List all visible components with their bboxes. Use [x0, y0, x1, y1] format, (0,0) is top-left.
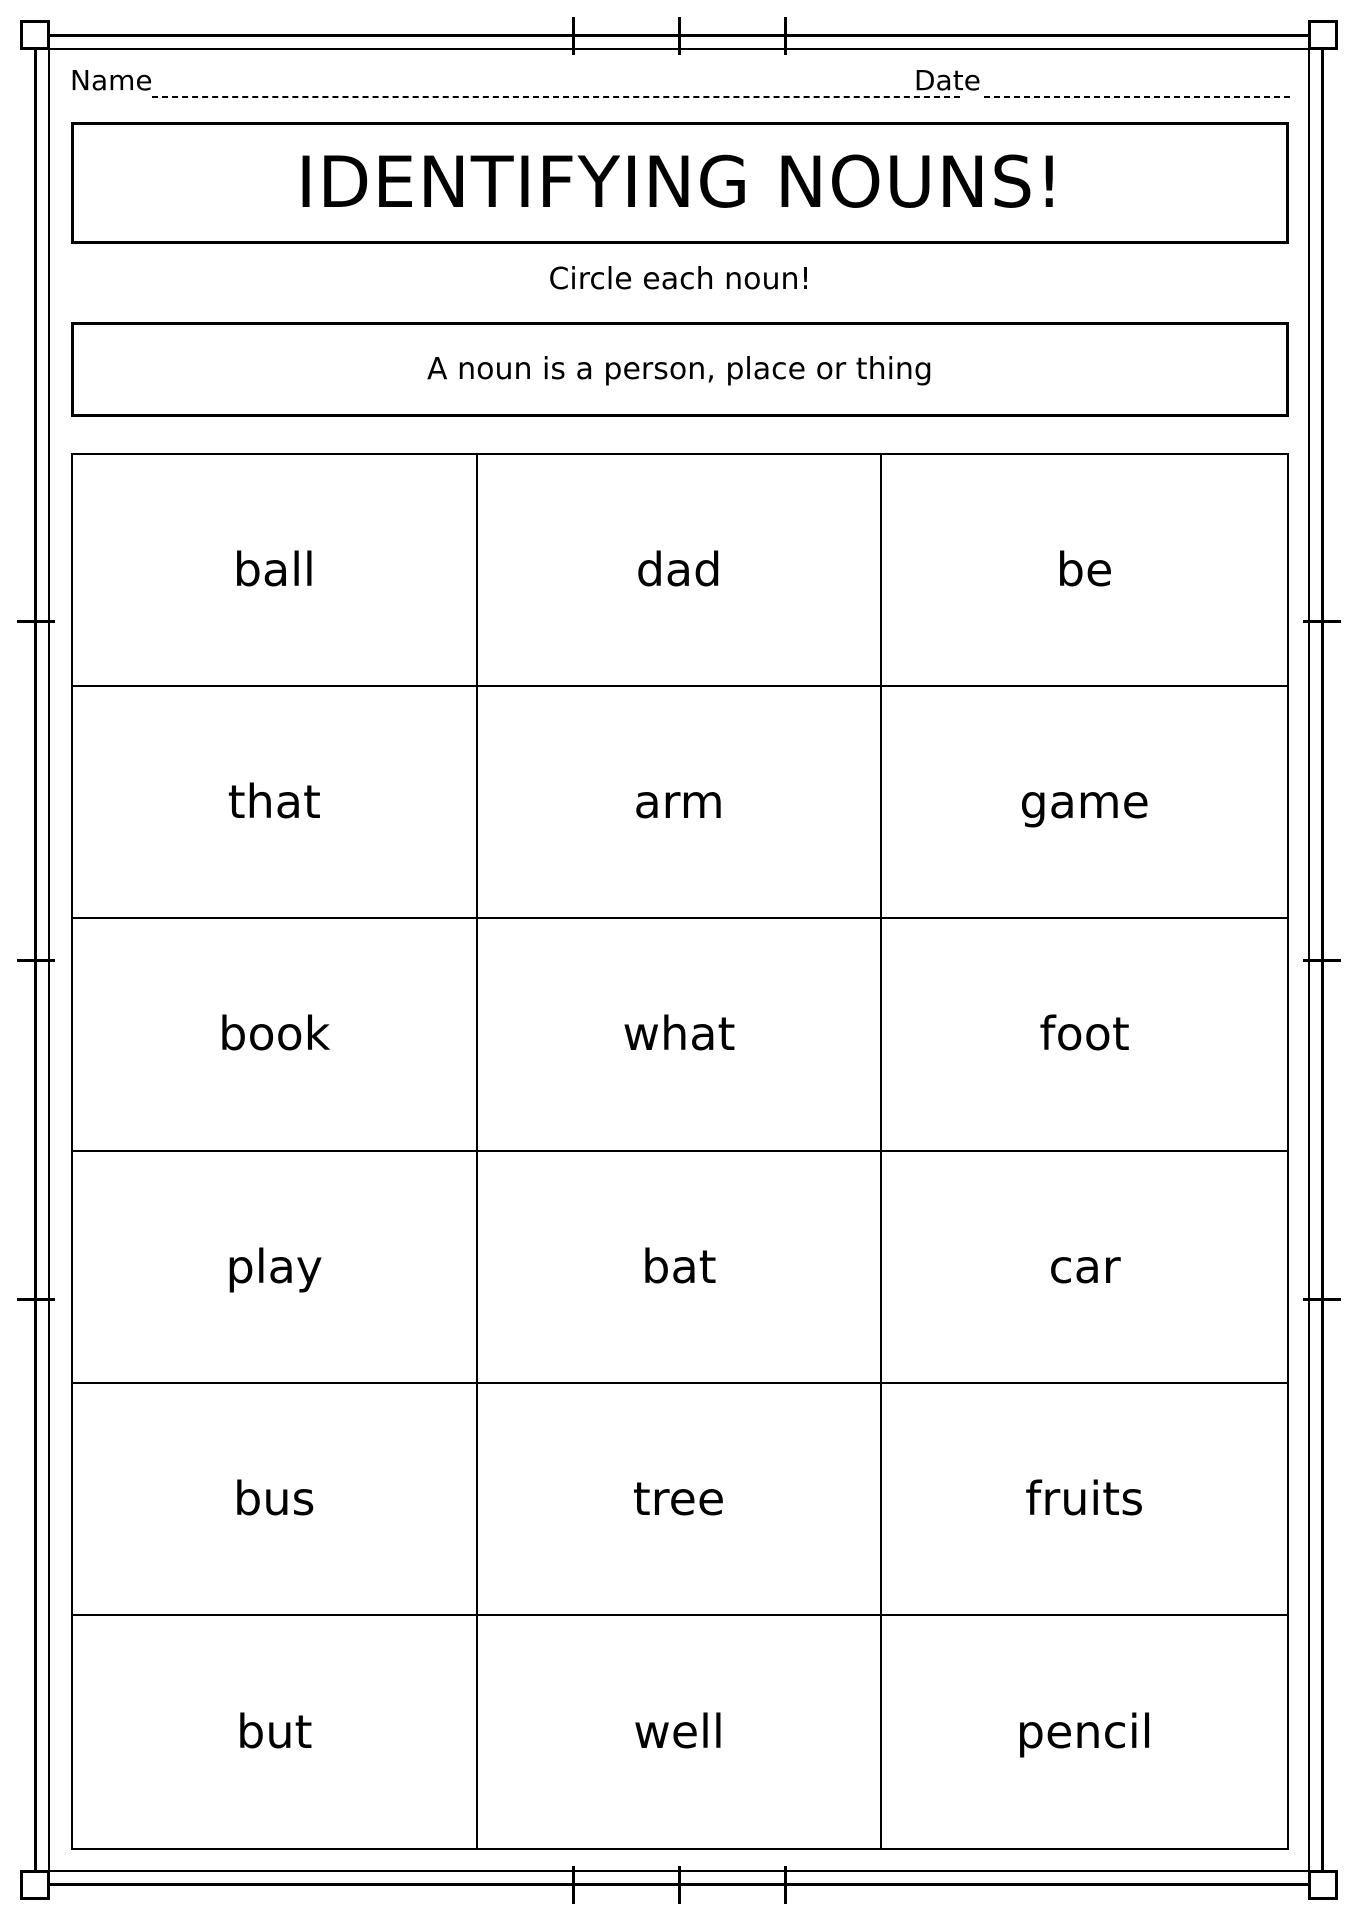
border-tick	[572, 17, 575, 55]
word-cell[interactable]: fruits	[882, 1384, 1287, 1616]
definition-text: A noun is a person, place or thing	[427, 352, 933, 387]
word-cell[interactable]: bat	[478, 1152, 883, 1384]
word-cell[interactable]: well	[478, 1616, 883, 1848]
border-tick	[784, 1866, 787, 1904]
corner-square-top-right	[1308, 20, 1338, 50]
border-tick	[1303, 959, 1341, 962]
date-field[interactable]	[984, 96, 1290, 98]
word-cell[interactable]: that	[73, 687, 478, 919]
word-cell[interactable]: pencil	[1015, 1704, 1154, 1759]
word-cell[interactable]: dad	[478, 455, 883, 687]
word-cell[interactable]: book	[73, 919, 478, 1151]
border-tick	[678, 17, 681, 55]
word-cell[interactable]: what	[478, 919, 883, 1151]
border-tick	[1303, 620, 1341, 623]
word-grid	[71, 453, 1289, 1850]
date-label: Date	[914, 64, 981, 97]
definition-box	[71, 322, 1289, 417]
instruction-text: Circle each noun!	[548, 262, 812, 297]
border-tick	[784, 17, 787, 55]
name-field[interactable]	[152, 96, 960, 98]
corner-square-bottom-left	[20, 1870, 50, 1900]
worksheet-title: IDENTIFYING NOUNS!	[295, 142, 1065, 224]
word-cell[interactable]: tree	[478, 1384, 883, 1616]
word-cell[interactable]: car	[882, 1152, 1287, 1384]
name-date-header	[70, 62, 1290, 102]
word-cell[interactable]: arm	[478, 687, 883, 919]
name-label: Name	[70, 64, 153, 97]
border-tick	[678, 1866, 681, 1904]
word-cell[interactable]: play	[73, 1152, 478, 1384]
word-cell[interactable]: foot	[882, 919, 1287, 1151]
border-tick	[1303, 1298, 1341, 1301]
word-cell[interactable]: ball	[73, 455, 478, 687]
word-cell[interactable]: bus	[73, 1384, 478, 1616]
worksheet-title-box	[71, 122, 1289, 244]
border-tick	[572, 1866, 575, 1904]
word-cell[interactable]: game	[882, 687, 1287, 919]
corner-square-top-left	[20, 20, 50, 50]
border-tick	[17, 620, 55, 623]
border-tick	[17, 1298, 55, 1301]
border-tick	[17, 959, 55, 962]
word-cell[interactable]: but	[73, 1616, 478, 1848]
word-cell[interactable]: be	[882, 455, 1287, 687]
corner-square-bottom-right	[1308, 1870, 1338, 1900]
